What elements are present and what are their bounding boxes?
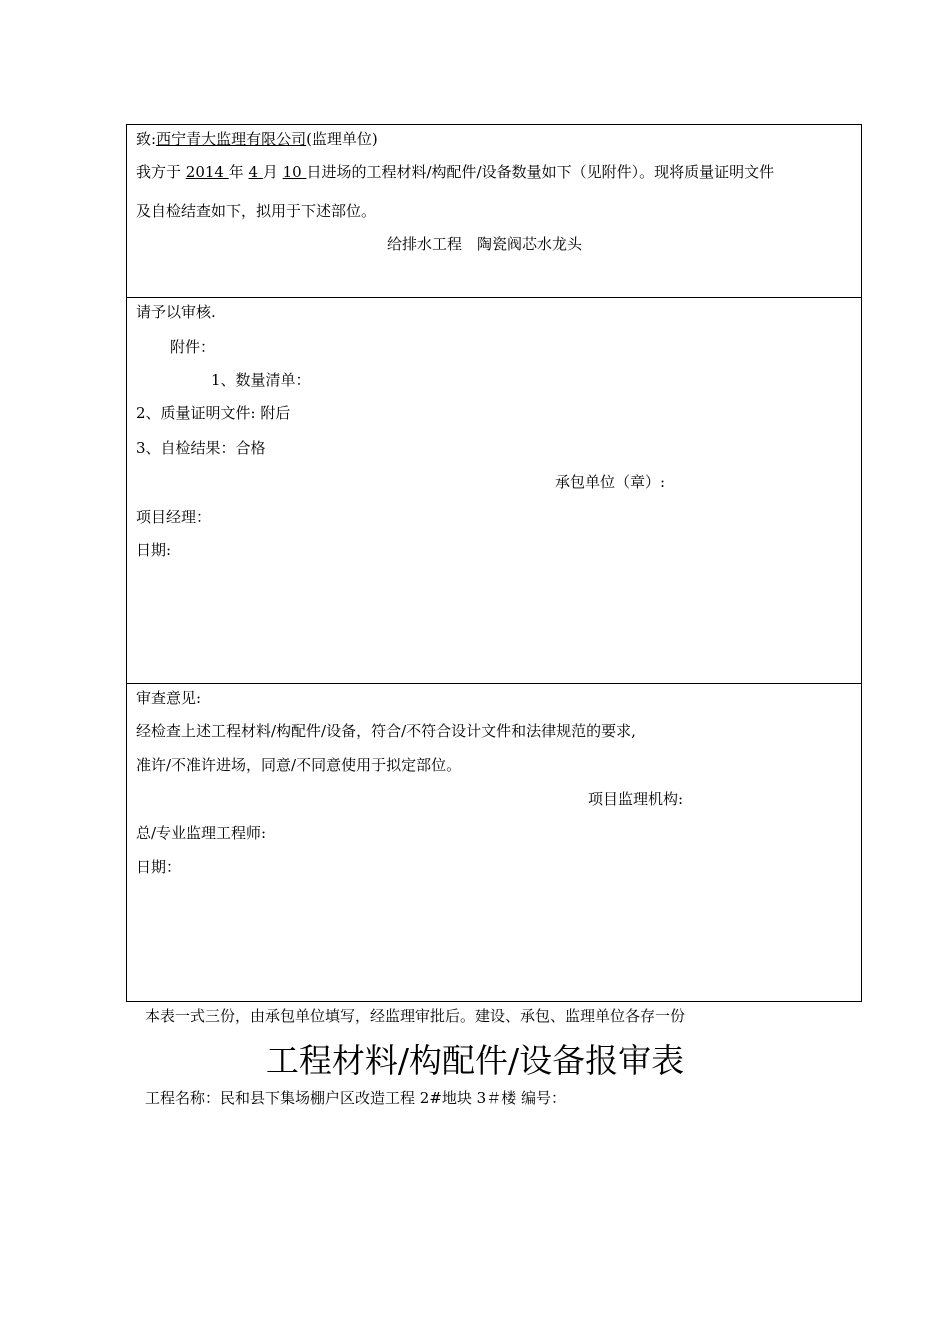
addressee-prefix: 致:: [136, 130, 157, 148]
entry-month: 4: [248, 163, 263, 181]
supervising-engineer: 总/专业监理工程师:: [136, 824, 267, 842]
year-label: 年: [228, 163, 249, 181]
intro-line: [136, 162, 774, 182]
entry-year: 2014: [185, 163, 229, 181]
review-section: [127, 684, 861, 1002]
review-line-2: 准许/不准许进场，同意/不同意使用于拟定部位。: [136, 756, 462, 774]
review-date: 日期：: [136, 858, 182, 876]
intro-prefix: 我方于: [136, 163, 186, 181]
entry-day: 10: [282, 163, 307, 181]
usage-location: 给排水工程 陶瓷阀芯水龙头: [387, 235, 583, 253]
contractor-date: 日期:: [136, 541, 172, 559]
project-manager: 项目经理：: [136, 508, 212, 526]
attachment-item-1: 1、数量清单：: [211, 371, 311, 389]
form-footnote: 本表一式三份，由承包单位填写，经监理审批后。建设、承包、监理单位各存一份: [145, 1007, 686, 1025]
addressee-suffix: (监理单位): [306, 130, 378, 148]
intro-line-2: 及自检结查如下，拟用于下述部位。: [136, 202, 377, 220]
project-name-line: 工程名称：民和县下集场棚户区改造工程 2#地块 3＃楼 编号：: [145, 1089, 566, 1107]
supervision-org: 项目监理机构:: [588, 790, 684, 808]
submission-section: [127, 125, 861, 298]
contractor-seal: 承包单位（章）:: [555, 473, 666, 491]
attachments-label: 附件：: [170, 338, 216, 356]
attachments-section: [127, 298, 861, 684]
addressee-line: [136, 129, 378, 149]
review-title: 审查意见:: [136, 689, 202, 707]
month-label: 月: [262, 163, 283, 181]
form-title: 工程材料/构配件/设备报审表: [265, 1041, 685, 1080]
approval-form-table: [126, 124, 862, 1002]
attachment-item-3: 3、自检结果：合格: [136, 439, 266, 457]
review-request: 请予以审核.: [136, 303, 216, 321]
attachment-item-2: 2、质量证明文件: 附后: [136, 404, 291, 422]
intro-rest: 日进场的工程材料/构配件/设备数量如下（见附件）。现将质量证明文件: [306, 163, 775, 181]
review-line-1: 经检查上述工程材料/构配件/设备，符合/不符合设计文件和法律规范的要求,: [136, 722, 636, 740]
supervision-company: 西宁青大监理有限公司: [156, 130, 307, 148]
